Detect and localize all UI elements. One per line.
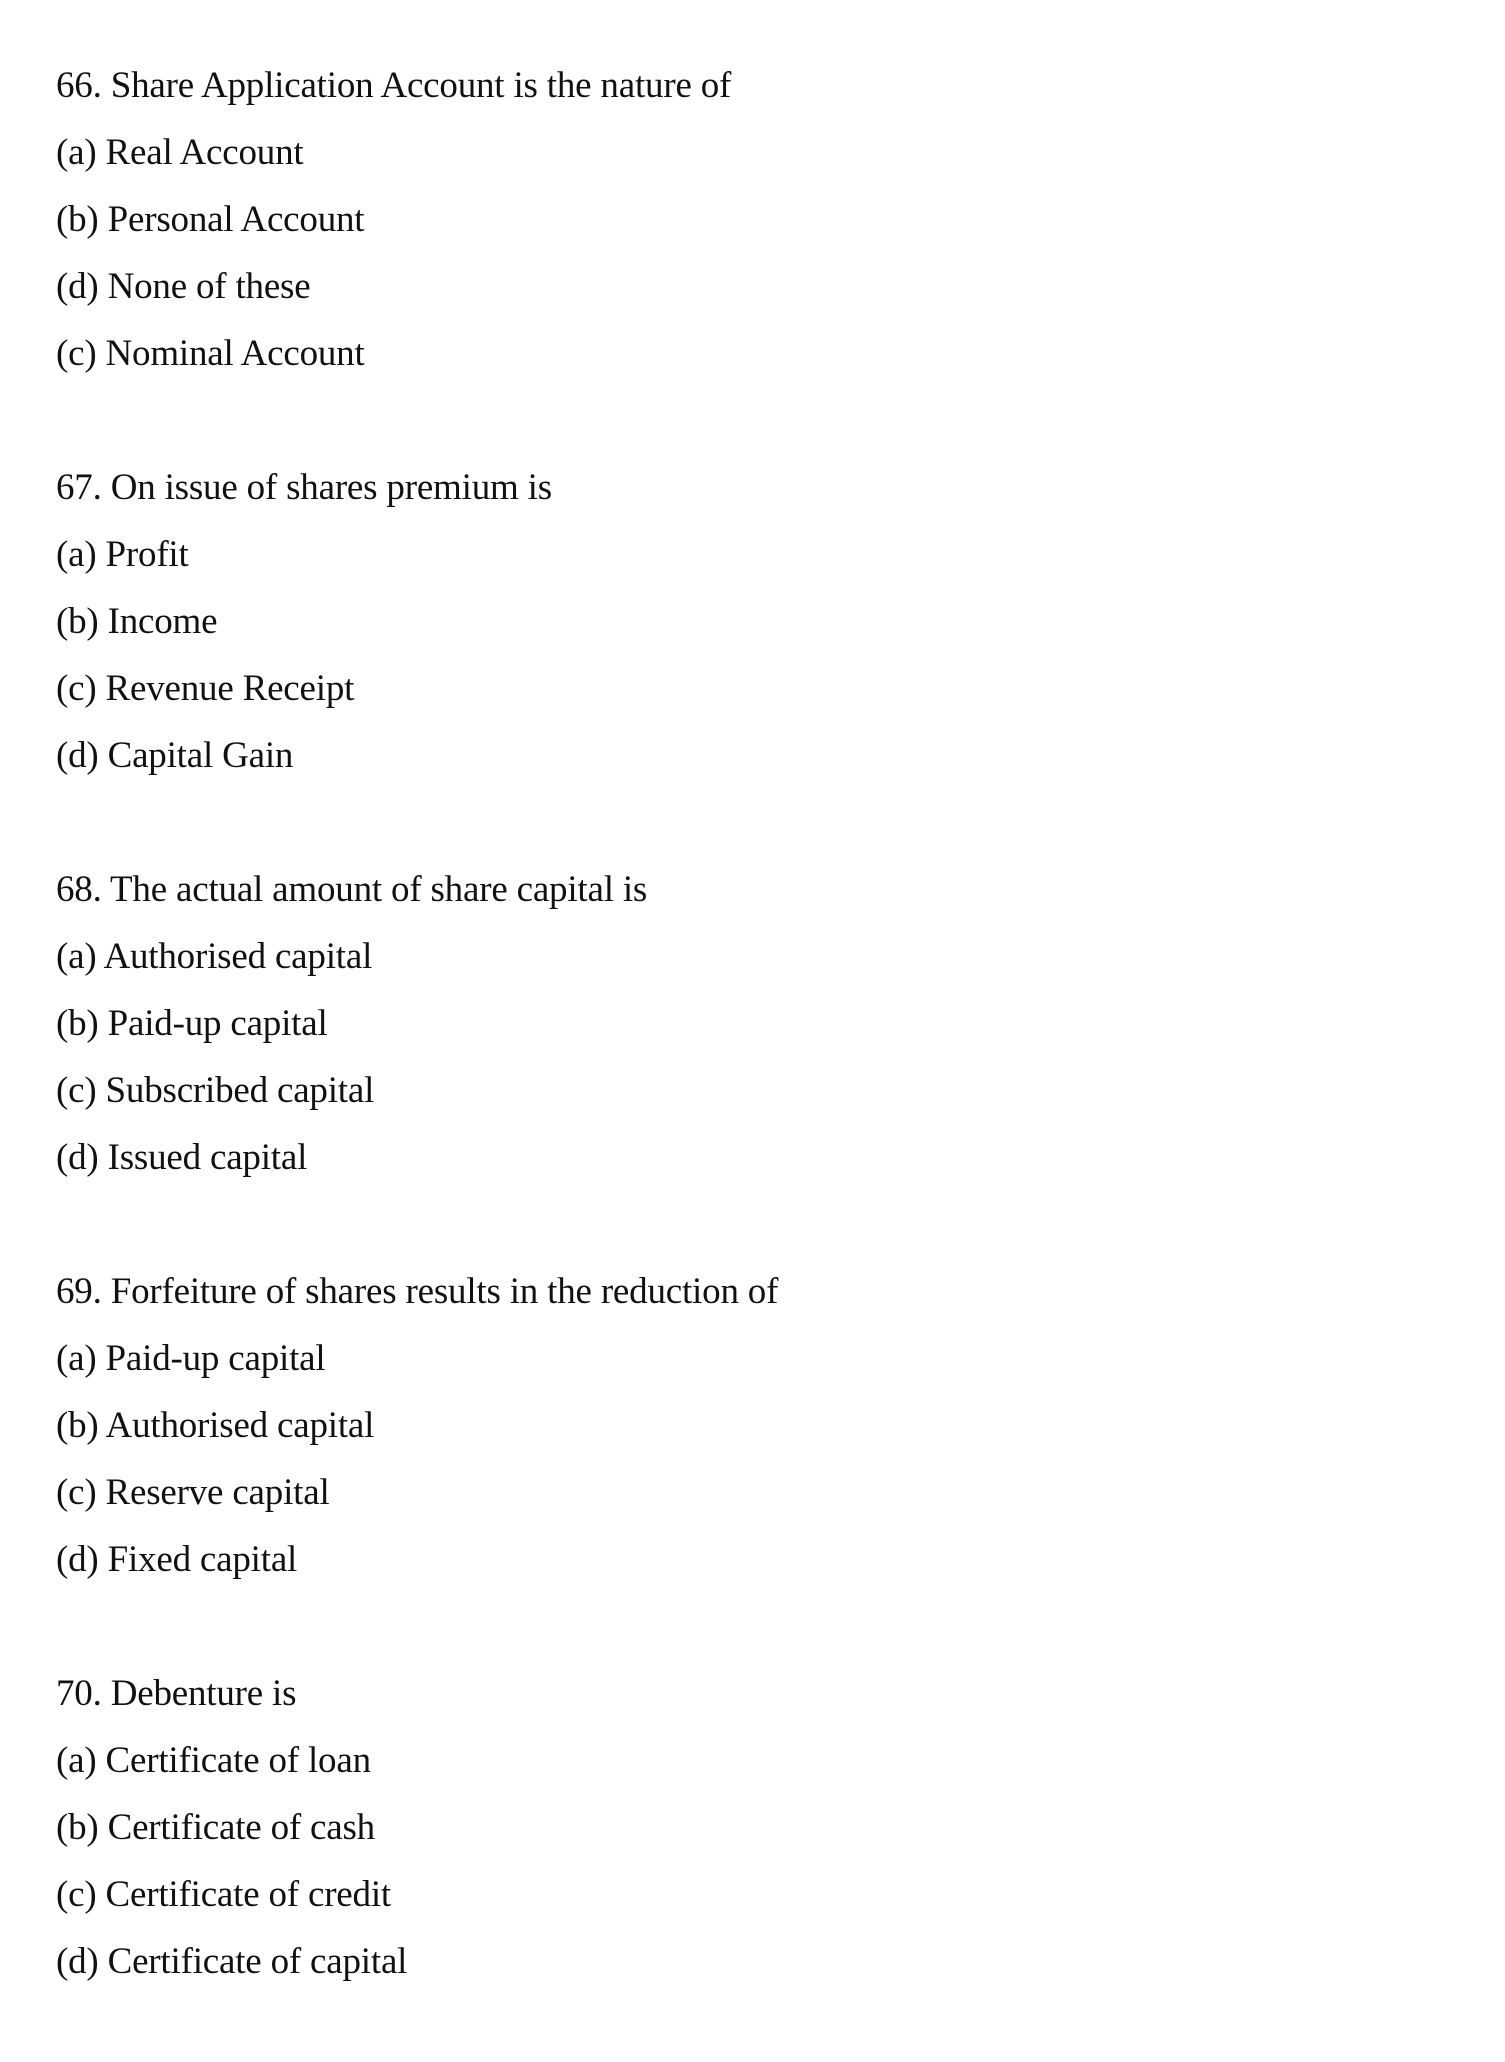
option-c: (c) Nominal Account <box>56 333 365 374</box>
mcq-document <box>56 52 778 2062</box>
option-c: (c) Certificate of credit <box>56 1874 391 1915</box>
question-66 <box>56 52 778 387</box>
option-d: (d) Fixed capital <box>56 1539 298 1580</box>
option-a: (a) Authorised capital <box>56 936 373 977</box>
question-68 <box>56 856 778 1191</box>
question-69 <box>56 1258 778 1593</box>
option-b: (b) Personal Account <box>56 199 365 240</box>
question-stem: 66. Share Application Account is the nature of <box>56 65 732 106</box>
option-a: (a) Paid-up capital <box>56 1338 326 1379</box>
option-d: (d) Certificate of capital <box>56 1941 408 1982</box>
option-a: (a) Certificate of loan <box>56 1740 371 1781</box>
option-c: (c) Subscribed capital <box>56 1070 375 1111</box>
option-b: (b) Income <box>56 601 218 642</box>
question-67 <box>56 454 778 789</box>
question-stem: 69. Forfeiture of shares results in the reduction of <box>56 1271 779 1312</box>
option-c: (c) Revenue Receipt <box>56 668 355 709</box>
option-b: (b) Paid-up capital <box>56 1003 328 1044</box>
question-stem: 68. The actual amount of share capital is <box>56 869 648 910</box>
option-a: (a) Profit <box>56 534 189 575</box>
option-d: (d) Issued capital <box>56 1137 308 1178</box>
question-70 <box>56 1660 778 1995</box>
option-c: (c) Reserve capital <box>56 1472 330 1513</box>
option-b: (b) Certificate of cash <box>56 1807 375 1848</box>
question-stem: 70. Debenture is <box>56 1673 297 1714</box>
option-b: (b) Authorised capital <box>56 1405 375 1446</box>
option-d: (d) None of these <box>56 266 311 307</box>
option-a: (a) Real Account <box>56 132 304 173</box>
option-d: (d) Capital Gain <box>56 735 294 776</box>
question-stem: 67. On issue of shares premium is <box>56 467 552 508</box>
